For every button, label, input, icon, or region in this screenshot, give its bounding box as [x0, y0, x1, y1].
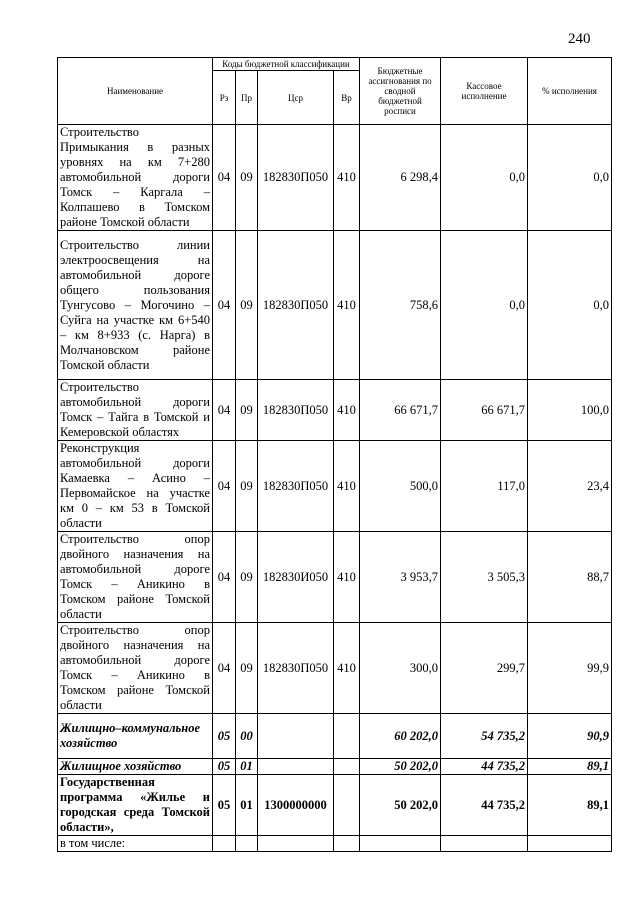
row-cash: 3 505,3 [441, 532, 528, 623]
row-cash: 44 735,2 [441, 759, 528, 775]
row-rz: 04 [213, 125, 236, 231]
row-name: Строительство линии электроосвещения на автомобильной дороге общего пользования Тунгусово – Могочино – Суйга на участке км 6+540 – км 8+933 (с. Нарга) в Молчановском районе Томской области [58, 231, 213, 380]
row-vr [334, 759, 360, 775]
table-row [58, 125, 612, 231]
row-vr: 410 [334, 532, 360, 623]
row-percent: 89,1 [528, 759, 612, 775]
row-percent: 0,0 [528, 125, 612, 231]
row-pr: 01 [236, 775, 258, 836]
header-cash-execution: Кассовое исполнение [441, 58, 528, 125]
row-name: Строительство опор двойного назначения на автомобильной дороге Томск – Аникино в Томском районе Томской области [58, 532, 213, 623]
row-allocation: 758,6 [360, 231, 441, 380]
table-row-section [58, 714, 612, 759]
row-pr: 09 [236, 380, 258, 441]
row-percent: 88,7 [528, 532, 612, 623]
row-name: Строительство опор двойного назначения на автомобильной дороге Томск – Аникино в Томском районе Томской области [58, 623, 213, 714]
row-rz: 05 [213, 775, 236, 836]
header-pr: Пр [236, 71, 258, 125]
row-rz: 04 [213, 623, 236, 714]
row-rz: 05 [213, 714, 236, 759]
row-vr: 410 [334, 623, 360, 714]
budget-execution-table [57, 57, 612, 852]
row-percent: 99,9 [528, 623, 612, 714]
table-row [58, 836, 612, 852]
page-number: 240 [568, 31, 591, 47]
row-name: Строительство автомобильной дороги Томск – Тайга в Томской и Кемеровской областях [58, 380, 213, 441]
table-row-program [58, 775, 612, 836]
row-cash: 0,0 [441, 125, 528, 231]
row-vr: 410 [334, 380, 360, 441]
row-vr: 410 [334, 125, 360, 231]
row-percent: 89,1 [528, 775, 612, 836]
row-rz: 04 [213, 231, 236, 380]
row-csr: 182830П050 [258, 623, 334, 714]
row-rz: 04 [213, 380, 236, 441]
row-rz [213, 836, 236, 852]
row-allocation: 6 298,4 [360, 125, 441, 231]
row-name: Жилищное хозяйство [58, 759, 213, 775]
row-pr [236, 836, 258, 852]
row-csr: 182830И050 [258, 532, 334, 623]
row-allocation: 60 202,0 [360, 714, 441, 759]
header-percent-execution: % исполнения [528, 58, 612, 125]
row-pr: 01 [236, 759, 258, 775]
row-allocation: 500,0 [360, 441, 441, 532]
row-name: Реконструкция автомобильной дороги Камаевка – Асино – Первомайское на участке км 0 – км 53 в Томской области [58, 441, 213, 532]
row-pr: 09 [236, 532, 258, 623]
header-allocations: Бюджетные ассигнования по сводной бюджетной росписи [360, 58, 441, 125]
row-rz: 05 [213, 759, 236, 775]
row-allocation: 50 202,0 [360, 759, 441, 775]
table-row-subsection [58, 759, 612, 775]
row-percent: 0,0 [528, 231, 612, 380]
row-pr: 09 [236, 623, 258, 714]
row-cash: 66 671,7 [441, 380, 528, 441]
row-vr [334, 836, 360, 852]
row-allocation: 3 953,7 [360, 532, 441, 623]
table-row [58, 623, 612, 714]
row-percent: 90,9 [528, 714, 612, 759]
header-name: Наименование [58, 58, 213, 125]
row-cash: 117,0 [441, 441, 528, 532]
row-percent [528, 836, 612, 852]
row-cash: 44 735,2 [441, 775, 528, 836]
row-csr [258, 714, 334, 759]
table-row [58, 532, 612, 623]
header-csr: Цср [258, 71, 334, 125]
table-row [58, 441, 612, 532]
row-csr: 182830П050 [258, 125, 334, 231]
row-vr [334, 775, 360, 836]
row-allocation: 50 202,0 [360, 775, 441, 836]
row-pr: 09 [236, 125, 258, 231]
row-csr: 182830П050 [258, 441, 334, 532]
row-pr: 09 [236, 231, 258, 380]
row-cash [441, 836, 528, 852]
row-csr: 1300000000 [258, 775, 334, 836]
row-vr [334, 714, 360, 759]
row-name: Жилищно–коммунальное хозяйство [58, 714, 213, 759]
row-rz: 04 [213, 441, 236, 532]
row-pr: 00 [236, 714, 258, 759]
row-csr: 182830П050 [258, 380, 334, 441]
table-row [58, 380, 612, 441]
row-allocation: 66 671,7 [360, 380, 441, 441]
row-csr [258, 759, 334, 775]
row-cash: 0,0 [441, 231, 528, 380]
row-cash: 54 735,2 [441, 714, 528, 759]
header-codes-group: Коды бюджетной классификации [213, 58, 360, 71]
row-percent: 23,4 [528, 441, 612, 532]
row-vr: 410 [334, 441, 360, 532]
row-name: в том числе: [58, 836, 213, 852]
row-csr [258, 836, 334, 852]
row-pr: 09 [236, 441, 258, 532]
row-allocation [360, 836, 441, 852]
row-name: Государственная программа «Жилье и городская среда Томской области», [58, 775, 213, 836]
row-rz: 04 [213, 532, 236, 623]
row-allocation: 300,0 [360, 623, 441, 714]
header-rz: Рз [213, 71, 236, 125]
row-percent: 100,0 [528, 380, 612, 441]
table-row [58, 231, 612, 380]
row-csr: 182830П050 [258, 231, 334, 380]
row-vr: 410 [334, 231, 360, 380]
row-name: Строительство Примыкания в разных уровнях на км 7+280 автомобильной дороги Томск – Каргала – Колпашево в Томском районе Томской области [58, 125, 213, 231]
row-cash: 299,7 [441, 623, 528, 714]
header-vr: Вр [334, 71, 360, 125]
